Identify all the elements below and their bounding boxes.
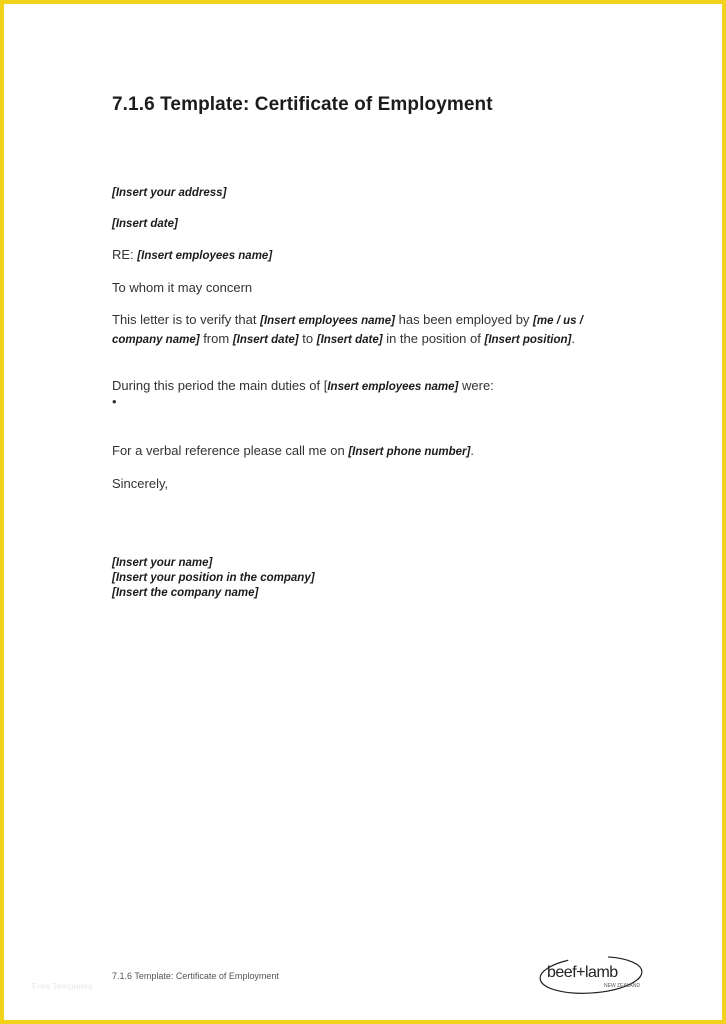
duties-employee-placeholder: Insert employees name] — [327, 381, 459, 393]
duties-bullet: • — [112, 394, 117, 409]
verify-to-date-placeholder: [Insert date] — [316, 334, 383, 346]
re-line — [112, 246, 612, 265]
reference-paragraph — [112, 442, 612, 461]
duties-text-1: During this period the main duties of [ — [112, 378, 328, 393]
salutation: To whom it may concern — [112, 280, 253, 295]
verify-text-1: This letter is to verify that — [112, 312, 257, 327]
signature-name-placeholder: [Insert your name] — [112, 557, 213, 569]
address-placeholder: [Insert your address] — [112, 187, 227, 199]
faint-watermark: Free Templates — [32, 982, 93, 991]
re-prefix: RE: — [112, 247, 134, 262]
re-name-placeholder: [Insert employees name] — [137, 250, 273, 262]
footer-title: 7.1.6 Template: Certificate of Employment — [112, 971, 279, 981]
verify-position-placeholder: [Insert position] — [484, 334, 572, 346]
closing: Sincerely, — [112, 476, 169, 491]
reference-phone-placeholder: [Insert phone number] — [348, 446, 471, 458]
reference-text-1: For a verbal reference please call me on — [112, 443, 345, 458]
signature-block — [112, 556, 512, 601]
verify-text-2: has been employed by — [398, 312, 530, 327]
verify-from-date-placeholder: [Insert date] — [232, 334, 299, 346]
duties-text-2: were: — [462, 378, 494, 393]
date-line — [112, 214, 612, 233]
verify-text-4: to — [302, 331, 314, 346]
verify-employer-placeholder: [me / us / company name] — [112, 315, 583, 346]
verify-text-3: from — [203, 331, 230, 346]
document-title: 7.1.6 Template: Certificate of Employment — [112, 94, 493, 115]
verify-text-6: . — [571, 331, 576, 346]
logo-wordmark: beef+lamb — [547, 964, 618, 981]
signature-company-placeholder: [Insert the company name] — [112, 587, 259, 599]
reference-text-2: . — [470, 443, 474, 458]
logo-subtitle: NEW ZEALAND — [604, 983, 641, 989]
address-line — [112, 183, 612, 202]
verification-paragraph — [112, 311, 612, 349]
date-placeholder: [Insert date] — [112, 218, 178, 230]
verify-employee-placeholder: [Insert employees name] — [260, 315, 395, 327]
verify-text-5: in the position of — [386, 331, 481, 346]
signature-position-placeholder: [Insert your position in the company] — [112, 572, 315, 584]
beef-lamb-logo — [536, 952, 648, 998]
